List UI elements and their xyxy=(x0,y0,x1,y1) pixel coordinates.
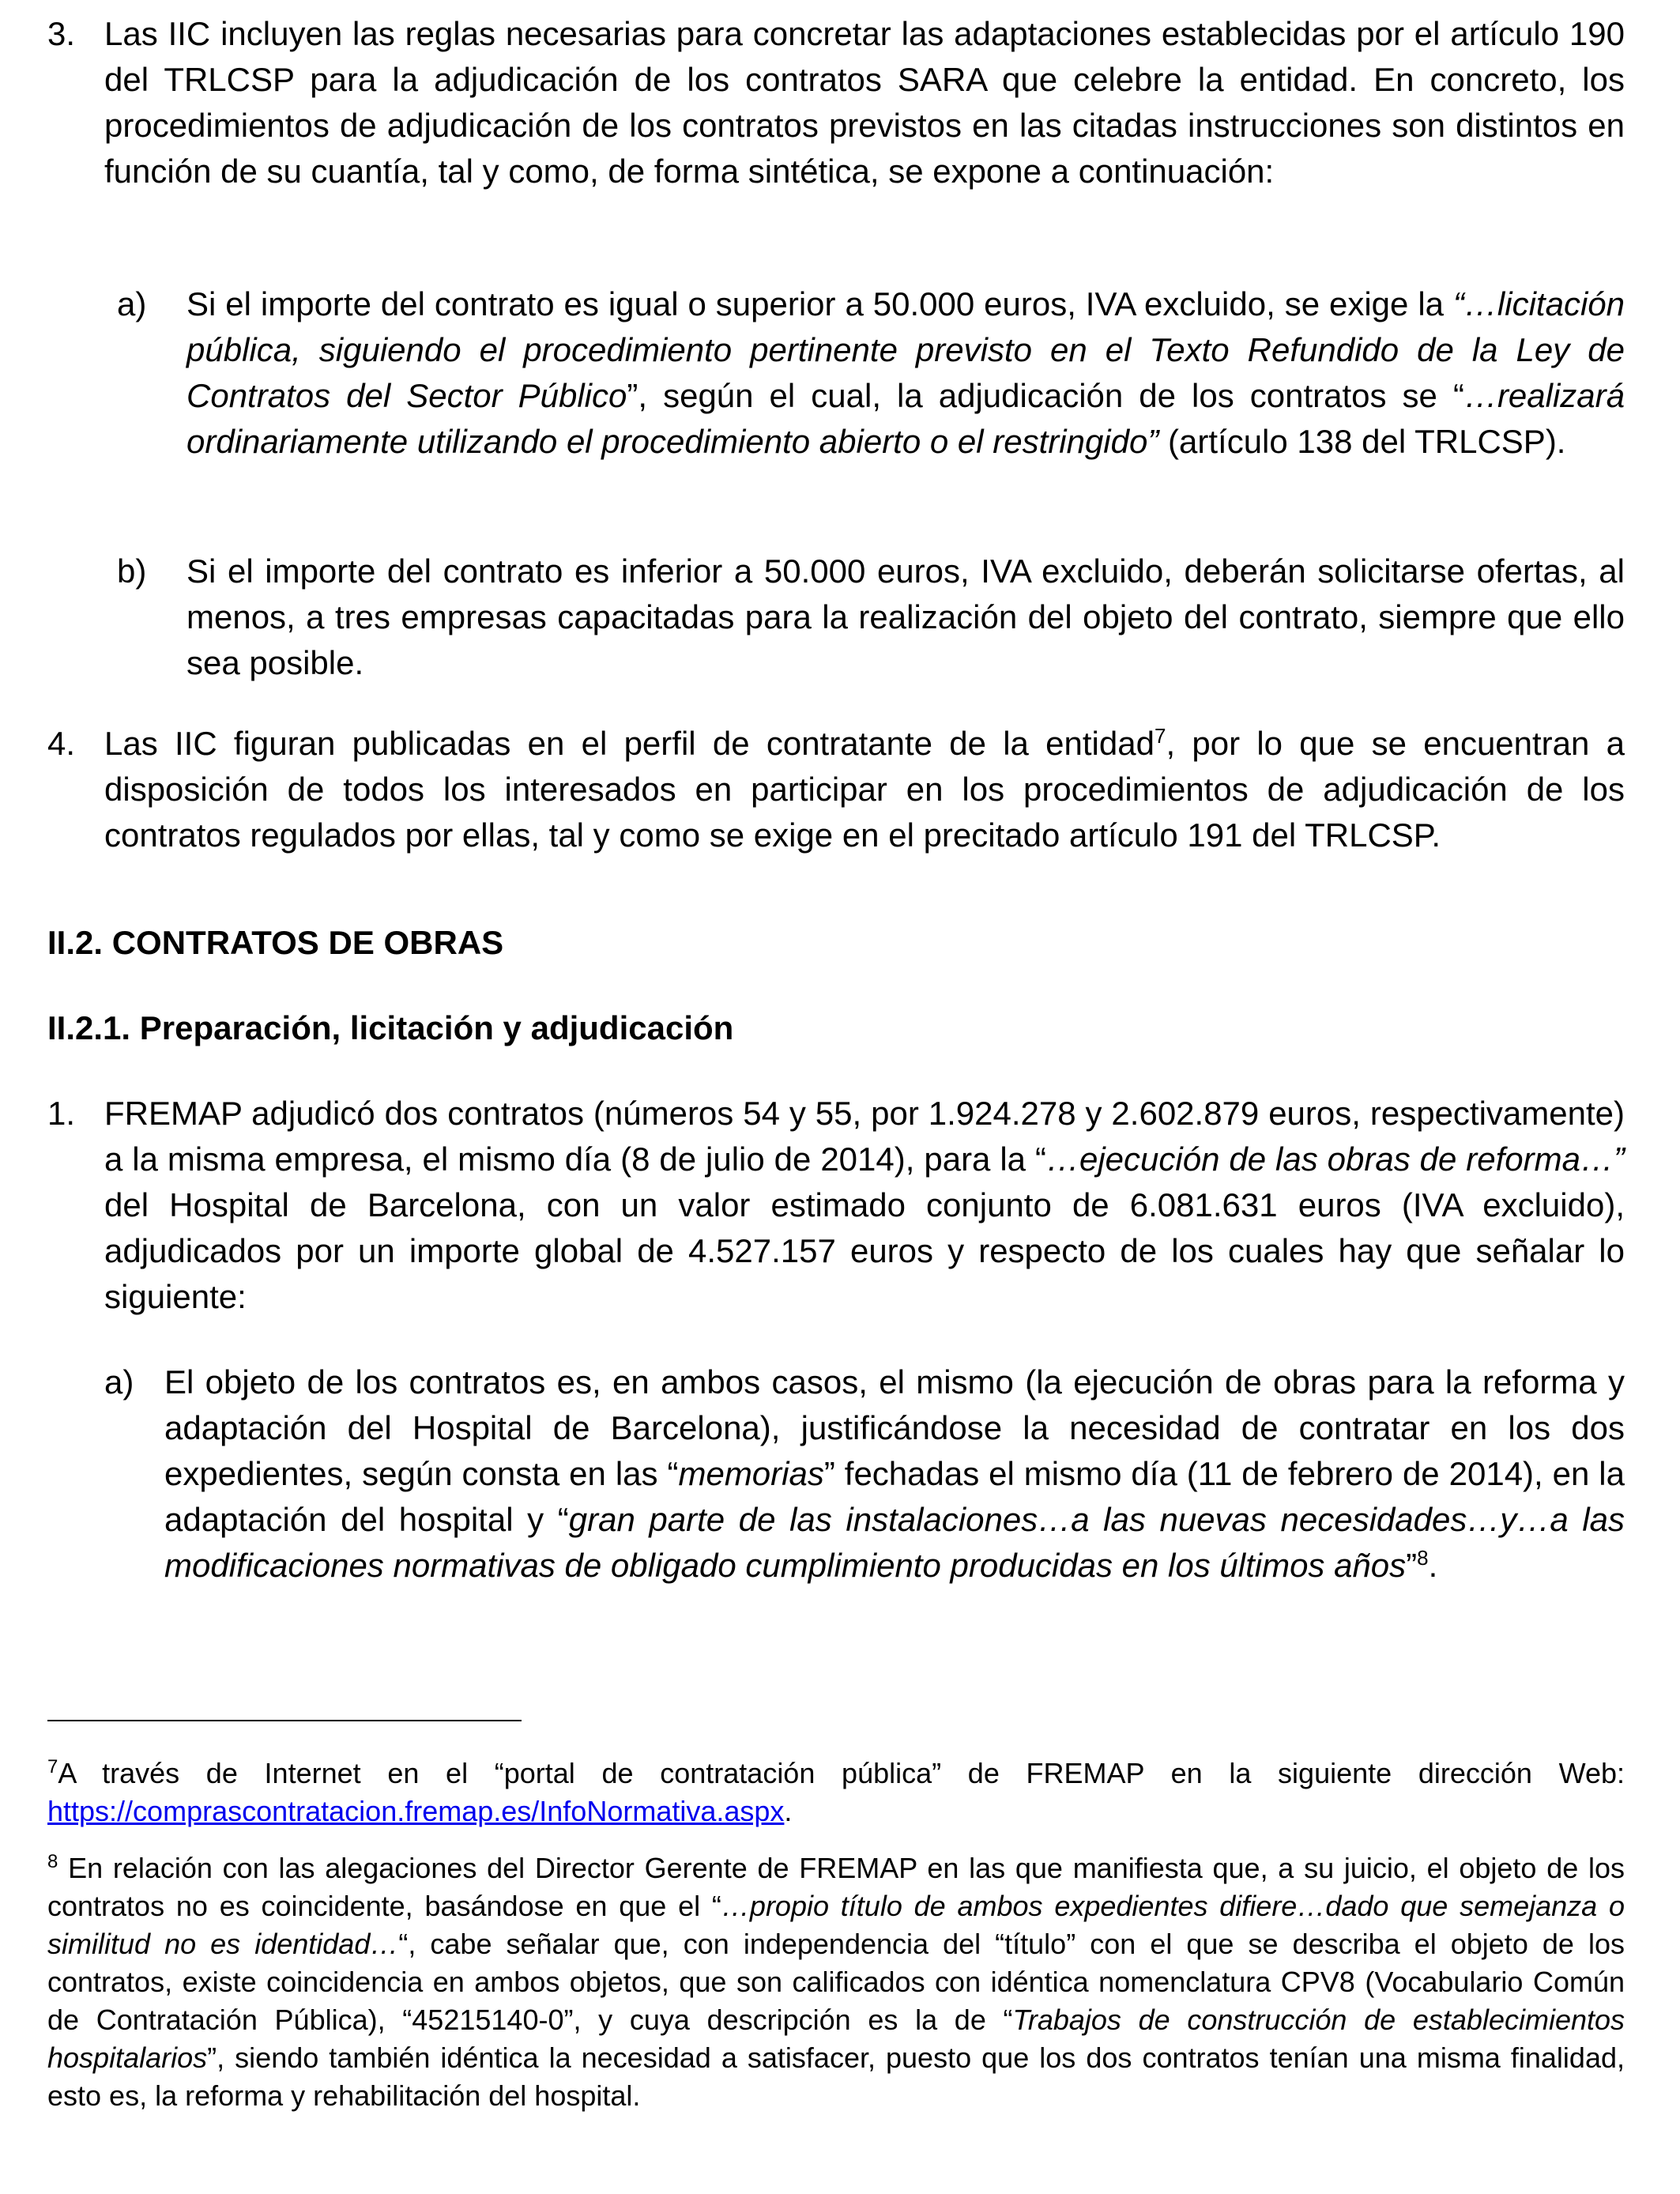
subitem-3a xyxy=(117,281,1625,465)
subitem-text: El objeto de los contratos es, en ambos casos, el mismo (la ejecución de obras para la reforma y adaptación del Hospital de Barcelona), justificándose la necesidad de contratar en los dos expedientes, según consta en las “memorias” fechadas el mismo día (11 de febrero de 2014), en la adaptación del hospital y “gran parte de las instalaciones…a las nuevas necesidades…y…a las modificaciones normativas de obligado cumplimiento producidas en los últimos años”$^8$. xyxy=(164,1363,1625,1584)
paragraph-text: FREMAP adjudicó dos contratos (números 54 y 55, por 1.924.278 y 2.602.879 euros, respectivamente) a la misma empresa, el mismo día (8 de julio de 2014), para la “…ejecución de las obras de reforma…” del Hospital de Barcelona, con un valor estimado conjunto de 6.081.631 euros (IVA excluido), adjudicados por un importe global de 4.527.157 euros y respecto de los cuales hay que señalar lo siguiente: xyxy=(104,1095,1625,1315)
paragraph-text: Las IIC figuran publicadas en el perfil de contratante de la entidad$^7$, por lo que se encuentran a disposición de todos los interesados en participar en los procedimientos de adjudicación de los contratos regulados por ellas, tal y como se exige en el precitado artículo 191 del TRLCSP. xyxy=(104,724,1625,854)
footnote-ref-8[interactable]: 8 xyxy=(1417,1546,1429,1570)
footnote-ref-7[interactable]: 7 xyxy=(1154,724,1166,748)
subitem-label: a) xyxy=(104,1363,134,1400)
subitem-label: a) xyxy=(117,285,147,322)
footnote-8: $^8$ En relación con las alegaciones del Director Gerente de FREMAP en las que manifiesta que, a su juicio, el objeto de los contratos no es coincidente, basándose en que el “…propio título de ambos expedientes difiere…dado que semejanza o similitud no es identidad…“, cabe señalar que, con independencia del “título” con el que se describa el objeto de los contratos, existe coincidencia en ambos objetos, que son calificados con idéntica nomenclatura CPV8 (Vocabulario Común de Contratación Pública), “45215140-0”, y cuya descripción es la de “Trabajos de construcción de establecimientos hospitalarios”, siendo también idéntica la necesidad a satisfacer, puesto que los dos contratos tenían una misma finalidad, esto es, la reforma y rehabilitación del hospital. xyxy=(47,1851,1625,2112)
paragraph-3 xyxy=(47,11,1625,194)
paragraph-text: Las IIC incluyen las reglas necesarias para concretar las adaptaciones establecidas por el artículo 190 del TRLCSP para la adjudicación de los contratos SARA que celebre la entidad. En concreto, los procedimientos de adjudicación de los contratos previstos en las citadas instrucciones son distintos en función de su cuantía, tal y como, de forma sintética, se expone a continuación: xyxy=(104,15,1625,190)
subitem-text: Si el importe del contrato es igual o superior a 50.000 euros, IVA excluido, se exige la “…licitación pública, siguiendo el procedimiento pertinente previsto en el Texto Refundido de la Ley de Contratos del Sector Público”, según el cual, la adjudicación de los contratos se “…realizará ordinariamente utilizando el procedimiento abierto o el restringido” (artículo 138 del TRLCSP). xyxy=(186,285,1625,460)
paragraph-1 xyxy=(47,1091,1625,1320)
item-number: 4. xyxy=(47,725,76,762)
section-heading: II.2. CONTRATOS DE OBRAS xyxy=(47,924,504,961)
subsection-heading: II.2.1. Preparación, licitación y adjudicación xyxy=(47,1009,734,1046)
subitem-3b xyxy=(117,548,1625,686)
item-number: 3. xyxy=(47,15,76,52)
fremap-link[interactable]: https://comprascontratacion.fremap.es/InfoNormativa.aspx xyxy=(47,1795,785,1827)
footnote-7: $^7$A través de Internet en el “portal de contratación pública” de FREMAP en la siguiente dirección Web: https://comprascontratacion.fremap.es/InfoNormativa.aspx. xyxy=(47,1756,1625,1827)
paragraph-4 xyxy=(47,721,1625,858)
item-number: 1. xyxy=(47,1095,76,1132)
subitem-text: Si el importe del contrato es inferior a 50.000 euros, IVA excluido, deberán solicitarse ofertas, al menos, a tres empresas capacitadas para la realización del objeto del contrato, siempre que ello sea posible. xyxy=(186,552,1625,681)
footnote-separator xyxy=(47,1720,522,1721)
subitem-1a xyxy=(104,1359,1625,1589)
subitem-label: b) xyxy=(117,552,147,590)
